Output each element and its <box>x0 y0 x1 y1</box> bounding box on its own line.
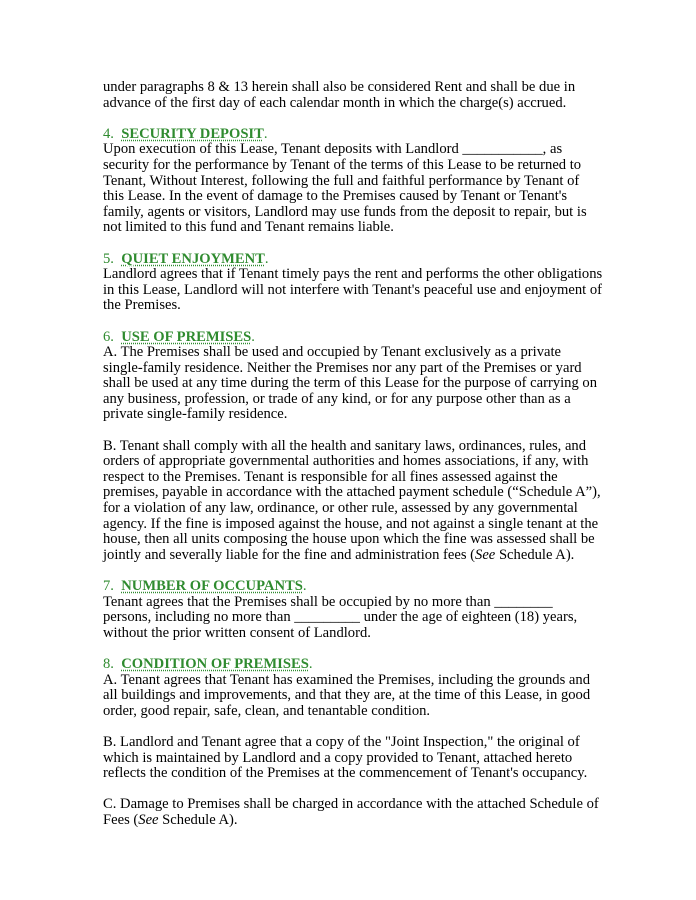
section-title: NUMBER OF OCCUPANTS <box>121 578 303 594</box>
section-heading <box>103 252 603 268</box>
lease-page <box>103 80 603 844</box>
section-heading <box>103 330 603 346</box>
section-title: SECURITY DEPOSIT <box>121 125 264 142</box>
section-heading <box>103 579 603 595</box>
section-title-period: . <box>302 578 307 594</box>
section-heading <box>103 127 603 143</box>
section-number: 5. <box>103 250 114 267</box>
section-title-period: . <box>308 655 313 672</box>
section-paragraph-c <box>103 797 603 828</box>
section-body: Upon execution of this Lease, Tenant deposits with Landlord ___________, as security for the performance by Tenant of the terms of this Lease to be returned to Tenant, Without Interest, following the full and faithful performance by Tenant of this Lease. In the event of damage to the Premises caused by Tenant or Tenant's family, agents or visitors, Landlord may use funds from the deposit to repair, but is not limited to this fund and Tenant remains liable. <box>103 141 587 236</box>
see-reference: See <box>138 811 159 828</box>
section-body: Landlord agrees that if Tenant timely pays the rent and performs the other obligations in this Lease, Landlord will not interfere with Tenant's peaceful use and enjoyment of the Premises. <box>103 266 603 314</box>
section-number: 8. <box>103 655 114 672</box>
section-paragraph-b <box>103 439 603 564</box>
section-title: QUIET ENJOYMENT <box>121 250 265 267</box>
section-title-period: . <box>263 125 268 142</box>
section-number: 7. <box>103 578 114 594</box>
section-paragraph-a: A. Tenant agrees that Tenant has examined the Premises, including the grounds and all buildings and improvements, and that they are, at the time of this Lease, in good order, good repair, safe, clean, and tenantable condition. <box>103 671 591 719</box>
section-title: CONDITION OF PREMISES <box>121 655 309 672</box>
section-title-period: . <box>264 250 269 267</box>
intro-paragraph: under paragraphs 8 & 13 herein shall also be considered Rent and shall be due in advance of the first day of each calendar month in which the charge(s) accrued. <box>103 79 576 111</box>
paragraph-text-end: Schedule A). <box>495 546 575 563</box>
section-number-of-occupants <box>103 579 603 641</box>
section-heading <box>103 657 603 673</box>
section-paragraph-b: B. Landlord and Tenant agree that a copy of the "Joint Inspection," the original of which is maintained by Landlord and a copy provided to Tenant, attached hereto reflects the condition of the Premises at the commencement of Tenant's occupancy. <box>103 733 588 782</box>
section-paragraph-a: A. The Premises shall be used and occupied by Tenant exclusively as a private single-family residence. Neither the Premises nor any part of the Premises or yard shall be used at any time during the term of this Lease for the purpose of carrying on any business, profession, or trade of any kind, or for any purpose other than as a private single-family residence. <box>103 344 598 423</box>
section-condition-of-premises <box>103 657 603 829</box>
section-use-of-premises <box>103 330 603 564</box>
section-number: 6. <box>103 328 114 345</box>
section-body: Tenant agrees that the Premises shall be occupied by no more than ________ persons, including no more than _________ under the age of eighteen (18) years, without the prior written consent of Landlord. <box>103 593 578 641</box>
section-title-period: . <box>251 328 255 345</box>
section-number: 4. <box>103 125 114 142</box>
paragraph-text: B. Tenant shall comply with all the health and sanitary laws, ordinances, rules, and orders of appropriate governmental authorities and homes associations, if any, with respect to the Premises. Tenant is responsible for all fines assessed against the premises, payable in accordance with the attached payment schedule (“Schedule A”), for a violation of any law, ordinance, or other rule, assessed by any governmental agency. If the fine is imposed against the house, and not against a single tenant at the house, then all units composing the house upon which the fine was assessed shall be jointly and severally liable for the fine and administration fees ( <box>103 437 601 563</box>
section-security-deposit <box>103 127 603 236</box>
see-reference: See <box>475 546 496 563</box>
section-title: USE OF PREMISES <box>121 328 252 345</box>
section-quiet-enjoyment <box>103 252 603 314</box>
paragraph-text: C. Damage to Premises shall be charged in accordance with the attached Schedule of Fees ( <box>103 796 599 828</box>
paragraph-text-end: Schedule A). <box>158 811 238 828</box>
